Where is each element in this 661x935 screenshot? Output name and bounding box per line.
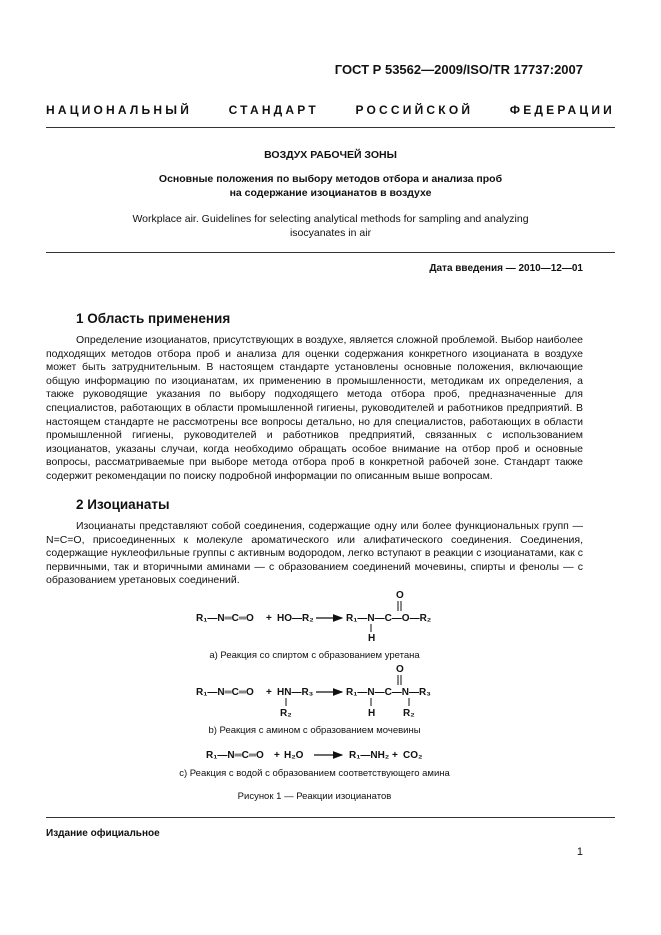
reaction-b-plus: +	[266, 687, 272, 698]
reaction-c-plus1: +	[274, 750, 280, 761]
reaction-b-reactant2: HN—R₃	[277, 687, 314, 698]
title-subtitle-line2: на содержание изоцианатов в воздухе	[229, 187, 432, 199]
section1-text: Определение изоцианатов, присутствующих в воздухе, является сложной проблемой. Выбор наиболее подходящих методов отбора проб и анализа для оценки содержания конкретного изоцианата в воздухе может быть затруднительным. В настоящем стандарте установлены основные положения, включающие общую информацию по изоцианатам, их применению в промышленности, методикам их определения, а также руководящие указания по выбору подходящего метода отбора проб, предназначенные для специалистов, работающих в области промышленной гигиены, руководителей и работников предприятий. В настоящем стандарте не рассмотрены все вопросы детально, но для специалистов, работающих в области промышленной гигиены, руководителей и работников предприятий, связанных с использованием изоцианатов, указаны случаи, когда необходимо обращать особое внимание на отбор проб и основные вопросы, рассматриваемые при выборе метода отбора проб в конкретной рабочей зоне. Стандарт также содержит рекомендации по поиску подробной информации по описанным выше вопросам.	[46, 334, 583, 482]
official-edition-label: Издание официальное	[46, 828, 160, 839]
caption-a: a) Реакция со спиртом с образованием уретана	[209, 650, 420, 661]
reaction-a-plus: +	[266, 613, 272, 624]
reaction-a	[196, 590, 431, 644]
national-standard-banner: НАЦИОНАЛЬНЫЙ СТАНДАРТ РОССИЙСКОЙ ФЕДЕРАЦИИ	[46, 103, 615, 117]
section1-heading: 1 Область применения	[76, 311, 231, 326]
reaction-a-reactant1: R₁—N═C═O	[196, 613, 254, 624]
reaction-b-product-r2: R₂	[403, 708, 415, 719]
reaction-a-product: R₁—N—C—O—R₂	[346, 613, 432, 624]
caption-c: c) Реакция с водой с образованием соответствующего амина	[179, 768, 450, 779]
reaction-b-hydrogen: H	[368, 708, 376, 719]
reaction-c-plus2: +	[392, 750, 398, 761]
reaction-c-amine: R₁—NH₂	[349, 750, 390, 761]
title-main: ВОЗДУХ РАБОЧЕЙ ЗОНЫ	[264, 149, 397, 161]
page-number: 1	[576, 846, 583, 858]
section2-heading: 2 Изоцианаты	[76, 497, 170, 512]
section2-text: Изоцианаты представляют собой соединения, содержащие одну или более функциональных групп —N=C=O, присоединенных к молекуле ароматического или алифатического соединения. Соединения, содержащие нуклеофильные группы с активным водородом, легко вступают в реакции с изоцианатами, как с первичными, так и вторичными аминами — с образованием соединений мочевины, спирты и фенолы — с образованием уретановых соединений.	[46, 520, 583, 587]
reaction-b	[196, 664, 431, 719]
reaction-a-reactant2: HO—R₂	[277, 613, 314, 624]
reaction-c	[206, 750, 422, 761]
reaction-b-product: R₁—N—C—N—R₃	[346, 687, 431, 698]
reaction-b-reactant1: R₁—N═C═O	[196, 687, 254, 698]
reaction-c-water: H₂O	[284, 750, 304, 761]
reaction-c-reactant1: R₁—N═C═O	[206, 750, 264, 761]
reaction-b-oxygen: O	[396, 664, 404, 675]
footer-rule	[46, 817, 615, 818]
introduction-date: Дата введения — 2010—12—01	[429, 263, 583, 274]
reaction-b-r2: R₂	[280, 708, 292, 719]
reaction-c-co2: CO₂	[403, 750, 423, 761]
title-subtitle-line1: Основные положения по выбору методов отбора и анализа проб	[158, 173, 503, 185]
reaction-a-hydrogen: H	[368, 633, 376, 644]
figure-title: Рисунок 1 — Реакции изоцианатов	[237, 791, 392, 802]
title-english-line2: isocyanates in air	[289, 227, 372, 239]
title-english-line1: Workplace air. Guidelines for selecting analytical methods for sampling and analyzing	[132, 213, 529, 225]
standard-code: ГОСТ Р 53562—2009/ISO/TR 17737:2007	[334, 62, 583, 77]
reaction-a-oxygen: O	[396, 590, 404, 601]
caption-b: b) Реакция с амином с образованием мочевины	[208, 725, 421, 736]
